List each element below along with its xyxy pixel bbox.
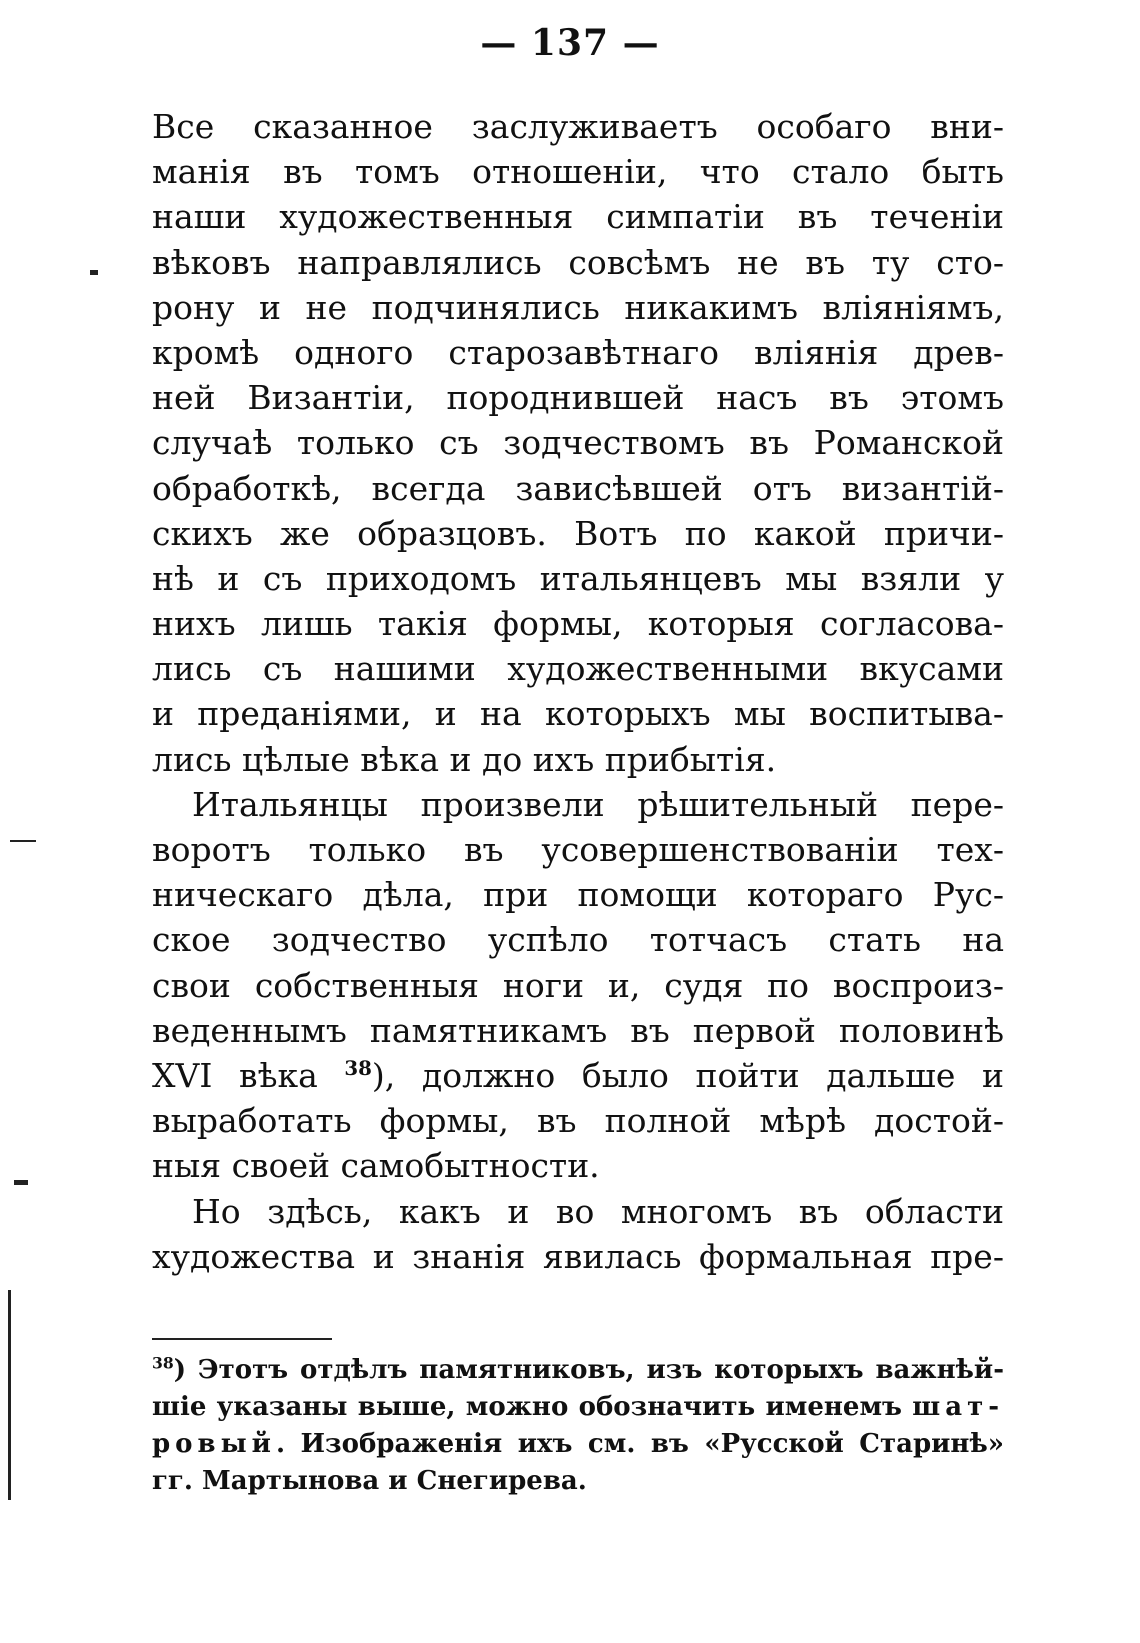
text-line: случаѣ только съ зодчествомъ въ Романской [152, 423, 1004, 463]
text-line: нихъ лишь такія формы, которыя согласова- [152, 604, 1004, 644]
text-line: манія въ томъ отношеніи, что стало быть [152, 152, 1004, 192]
text-segment: XVI вѣка [152, 1055, 318, 1095]
scan-mark [14, 1180, 28, 1185]
text-line: веденнымъ памятникамъ въ первой половинѣ [152, 1010, 1004, 1050]
footnote-segment: ) Этотъ отдѣлъ памятниковъ, изъ которыхъ важнѣй- [173, 1355, 1004, 1385]
text-line: Итальянцы произвели рѣшительный пере- [192, 784, 1004, 824]
footnote [152, 1352, 1004, 1500]
text-segment: ), должно было пойти дальше и [371, 1055, 1004, 1095]
text-line: лись цѣлые вѣка и до ихъ прибытія. [152, 739, 777, 779]
footnote-line [152, 1352, 1004, 1389]
text-line: ныя своей самобытности. [152, 1146, 600, 1186]
page-number: — 137 — [480, 22, 660, 64]
text-line: свои собственныя ноги и, судя по воспроиз- [152, 965, 1004, 1005]
footnote-spaced-term: шат- [912, 1392, 1004, 1422]
footnote-line [152, 1389, 1004, 1426]
footnote-line [152, 1426, 1004, 1463]
text-line: ническаго дѣла, при помощи котораго Рус- [152, 875, 1004, 915]
body-text [152, 104, 1004, 1279]
text-line: кромѣ одного старозавѣтнаго вліянія древ- [152, 332, 1004, 372]
text-line: Все сказанное заслуживаетъ особаго вни- [152, 107, 1004, 146]
text-line: воротъ только въ усовершенствованіи тех- [152, 830, 1004, 869]
footnote-marker: 38 [152, 1353, 174, 1373]
footnote-spaced-term: ровый [152, 1429, 276, 1459]
text-line: и преданіями, и на которыхъ мы воспитыва- [152, 694, 1004, 734]
text-line: Но здѣсь, какъ и во многомъ въ области [192, 1191, 1004, 1231]
text-line: нѣ и съ приходомъ итальянцевъ мы взяли у [152, 558, 1004, 598]
text-line: наши художественныя симпатіи въ теченіи [152, 197, 1004, 237]
text-line: вѣковъ направлялись совсѣмъ не въ ту сто- [152, 242, 1004, 282]
text-line-with-footnote-ref [152, 1053, 1004, 1098]
scan-mark [10, 840, 36, 842]
text-line: рону и не подчинялись никакимъ вліяніямъ, [152, 287, 1004, 327]
text-line: выработать формы, въ полной мѣрѣ достой- [152, 1101, 1004, 1141]
footnote-line: гг. Мартынова и Снегирева. [152, 1466, 587, 1496]
footnote-segment: . Изображенія ихъ см. въ «Русской Старинѣ» [275, 1429, 1004, 1459]
footnote-divider [152, 1338, 332, 1340]
text-line: ней Византіи, породнившей насъ въ этомъ [152, 378, 1004, 418]
footnote-reference: 38 [344, 1055, 372, 1080]
scan-mark [90, 270, 98, 275]
footnote-segment: шіе указаны выше, можно обозначить именемъ [152, 1392, 913, 1422]
text-line: скихъ же образцовъ. Вотъ по какой причи- [152, 513, 1004, 553]
text-line: обработкѣ, всегда зависѣвшей отъ византій- [152, 468, 1004, 508]
scan-mark [8, 1290, 11, 1500]
text-line: художества и знанія явилась формальная пре- [152, 1236, 1004, 1276]
text-line: лись съ нашими художественными вкусами [152, 649, 1004, 689]
text-line: ское зодчество успѣло тотчасъ стать на [152, 920, 1004, 960]
